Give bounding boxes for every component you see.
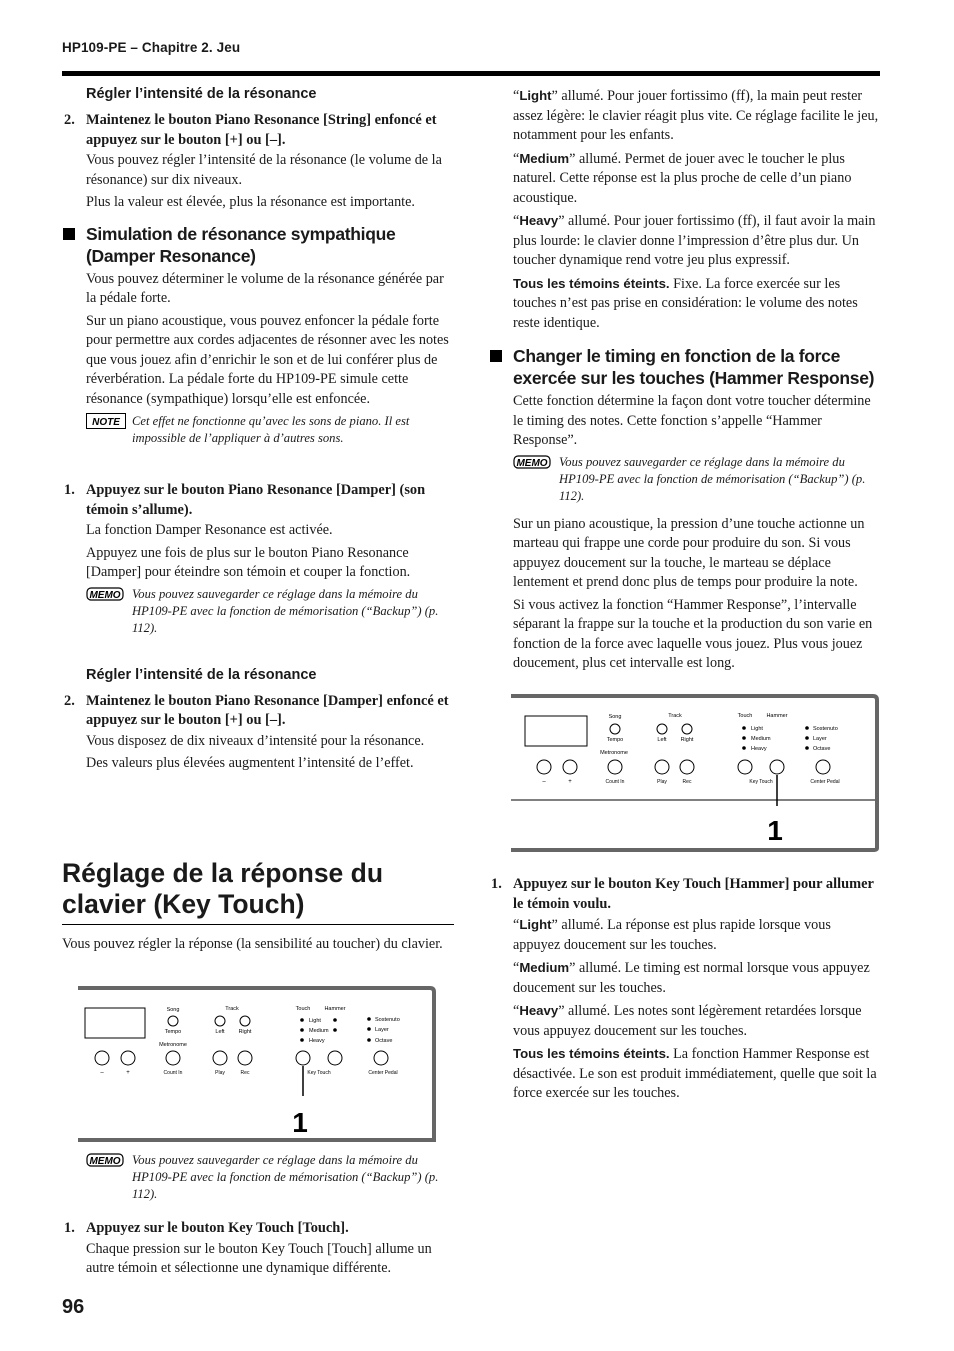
svg-text:Tempo: Tempo xyxy=(164,1029,182,1035)
svg-text:Rec: Rec xyxy=(682,779,692,785)
memo-box xyxy=(62,1152,454,1203)
paragraph: Cette fonction détermine la façon dont votre toucher détermine le timing des notes. Cette fonction s’appelle “Hammer Response”. xyxy=(513,393,871,448)
step-number: 1. xyxy=(64,1220,75,1236)
step-text: Appuyez sur le bouton Piano Resonance [Damper] (son témoin s’allume). xyxy=(86,482,426,518)
svg-text:Medium: Medium xyxy=(751,736,771,742)
step-2-damper xyxy=(62,692,454,731)
paragraph: Chaque pression sur le bouton Key Touch [Touch] allume un autre témoin et sélectionne une dynamique différente. xyxy=(86,1240,432,1276)
svg-text:Touch: Touch xyxy=(295,1006,311,1012)
step-number: 2. xyxy=(64,112,75,128)
svg-text:MEMO: MEMO xyxy=(89,1156,121,1167)
memo-text: Vous pouvez sauvegarder ce réglage dans la mémoire du HP109-PE avec la fonction de mémorisation (“Backup”) (p. 112). xyxy=(132,1153,439,1201)
square-bullet-icon xyxy=(490,350,502,362)
svg-text:Heavy: Heavy xyxy=(751,746,767,752)
step-text: Maintenez le bouton Piano Resonance [String] enfoncé et appuyez sur le bouton [+] ou [–]. xyxy=(86,112,437,148)
heading-damper-resonance: Simulation de résonance sympathique (Damper Resonance) xyxy=(62,223,454,267)
svg-text:MEMO: MEMO xyxy=(516,457,548,469)
memo-text: Vous pouvez sauvegarder ce réglage dans la mémoire du HP109-PE avec la fonction de mémorisation (“Backup”) (p. 112). xyxy=(132,586,439,635)
paragraph: Sur un piano acoustique, la pression d’une touche actionne un marteau qui frappe une corde pour produire du son. Si vous appuyez doucement sur la touche, le marteau se déplace lentement et prend donc plus de temps pour produire la note. xyxy=(513,515,865,590)
heading-hammer-response: Changer le timing en fonction de la force exercée sur les touches (Hammer Response) xyxy=(489,345,881,389)
svg-text:Key Touch: Key Touch xyxy=(749,779,773,785)
svg-text:Left: Left xyxy=(657,737,667,743)
svg-text:Track: Track xyxy=(668,713,682,719)
step-1-damper xyxy=(62,481,454,520)
page-number: 96 xyxy=(62,1296,85,1318)
svg-text:Layer: Layer xyxy=(375,1027,389,1033)
memo-text: Vous pouvez sauvegarder ce réglage dans la mémoire du HP109-PE avec la fonction de mémorisation (“Backup”) (p. 112). xyxy=(559,454,866,503)
right-column xyxy=(489,86,881,677)
control-panel-diagram xyxy=(76,986,438,1149)
svg-text:Metronome: Metronome xyxy=(600,750,628,756)
svg-text:Play: Play xyxy=(657,779,667,785)
running-header: HP109-PE – Chapitre 2. Jeu xyxy=(62,40,241,55)
square-bullet-icon xyxy=(63,228,75,240)
svg-text:–: – xyxy=(100,1070,104,1076)
svg-text:Right: Right xyxy=(680,737,694,743)
paragraph: Vous pouvez régler la réponse (la sensibilité au toucher) du clavier. xyxy=(62,936,443,952)
paragraph-light: “Light” allumé. La réponse est plus rapide lorsque vous appuyez doucement sur les touches. xyxy=(513,917,831,953)
svg-text:+: + xyxy=(126,1070,130,1076)
left-column xyxy=(62,86,454,777)
svg-text:Octave: Octave xyxy=(813,746,831,752)
subheading-resonance-level: Régler l’intensité de la résonance xyxy=(86,86,317,102)
svg-text:Layer: Layer xyxy=(813,736,827,742)
svg-text:Center Pedal: Center Pedal xyxy=(810,779,840,785)
svg-text:MEMO: MEMO xyxy=(89,589,121,601)
paragraph-medium: “Medium” allumé. Le timing est normal lorsque vous appuyez doucement sur les touches. xyxy=(513,960,870,996)
svg-text:Count In: Count In xyxy=(163,1070,183,1076)
step-number: 1. xyxy=(491,876,502,892)
memo-icon xyxy=(513,454,551,475)
svg-text:Track: Track xyxy=(225,1006,239,1012)
paragraph-light: “Light” allumé. Pour jouer fortissimo (ff), la main peut rester assez légère: le clavier réagit plus vite. Ce réglage facilite le jeu, notamment pour les enfants. xyxy=(513,88,879,143)
svg-text:Left: Left xyxy=(215,1029,225,1035)
paragraph-heavy: “Heavy” allumé. Les notes sont légèrement retardées lorsque vous appuyez doucement sur les touches. xyxy=(513,1003,862,1039)
svg-text:Metronome: Metronome xyxy=(159,1042,187,1048)
svg-text:Center Pedal: Center Pedal xyxy=(368,1070,398,1076)
paragraph: Des valeurs plus élevées augmentent l’intensité de l’effet. xyxy=(86,755,414,771)
paragraph-medium: “Medium” allumé. Permet de jouer avec le toucher le plus naturel. Cette réponse est la plus proche de celle d’un piano acoustique. xyxy=(513,150,852,206)
memo-icon xyxy=(86,586,124,607)
memo-box xyxy=(62,586,454,637)
svg-text:Count In: Count In xyxy=(605,779,625,785)
svg-text:Play: Play xyxy=(215,1070,225,1076)
subheading-resonance-level-2: Régler l’intensité de la résonance xyxy=(86,666,317,683)
svg-text:Octave: Octave xyxy=(375,1038,393,1044)
svg-text:1: 1 xyxy=(292,1107,308,1138)
step-number: 2. xyxy=(64,692,75,709)
left-column-bottom xyxy=(62,1152,454,1282)
svg-text:–: – xyxy=(542,779,546,785)
step-1-touch xyxy=(62,1219,454,1239)
paragraph: Si vous activez la fonction “Hammer Response”, l’intervalle séparant la frappe sur la touche et la production du son varie en fonction de la force avec laquelle vous jouez. Plus vous jouez doucement, plus cet intervalle est long. xyxy=(513,596,873,671)
svg-text:Medium: Medium xyxy=(309,1028,329,1034)
step-text: Appuyez sur le bouton Key Touch [Touch]. xyxy=(86,1220,349,1236)
svg-text:Song: Song xyxy=(166,1007,180,1013)
step-1-hammer xyxy=(489,875,881,914)
paragraph-off: Tous les témoins éteints. Fixe. La force exercée sur les touches n’est pas prise en considération: le volume des notes reste identique. xyxy=(513,275,858,331)
step-2-string xyxy=(62,111,454,150)
svg-text:Right: Right xyxy=(238,1029,252,1035)
note-text: Cet effet ne fonctionne qu’avec les sons de piano. Il est impossible de l’appliquer à d’autres sons. xyxy=(132,414,410,445)
paragraph: La fonction Damper Resonance est activée. xyxy=(86,522,333,538)
paragraph: Vous pouvez régler l’intensité de la résonance (le volume de la résonance) sur dix niveaux. xyxy=(86,152,442,188)
svg-text:Heavy: Heavy xyxy=(309,1038,325,1044)
paragraph: Vous pouvez déterminer le volume de la résonance générée par la pédale forte. xyxy=(86,270,444,306)
paragraph: Plus la valeur est élevée, plus la résonance est importante. xyxy=(86,194,415,210)
svg-text:Hammer: Hammer xyxy=(766,713,788,719)
svg-text:NOTE: NOTE xyxy=(92,417,120,428)
svg-text:Hammer: Hammer xyxy=(324,1006,346,1012)
right-column-bottom xyxy=(489,875,881,1107)
paragraph: Appuyez une fois de plus sur le bouton Piano Resonance [Damper] pour éteindre son témoin et couper la fonction. xyxy=(86,544,411,580)
svg-text:Touch: Touch xyxy=(737,713,753,719)
memo-icon xyxy=(86,1152,124,1173)
step-text: Appuyez sur le bouton Key Touch [Hammer] pour allumer le témoin voulu. xyxy=(513,876,874,912)
svg-text:1: 1 xyxy=(767,815,783,846)
svg-text:Sostenuto: Sostenuto xyxy=(813,726,838,732)
svg-text:Tempo: Tempo xyxy=(606,737,624,743)
svg-text:Key Touch: Key Touch xyxy=(307,1070,331,1076)
memo-box xyxy=(489,454,881,505)
paragraph: Sur un piano acoustique, vous pouvez enfoncer la pédale forte pour permettre aux cordes adjacentes de résonner avec les notes que vous jouez afin d’enrichir le son et de lui conférer plus de réverbération. La pédale forte du HP109-PE simule cette résonance (sympathique) lorsqu’elle est enfoncée. xyxy=(86,312,449,407)
note-box xyxy=(62,413,454,447)
section-keytouch xyxy=(62,858,454,958)
paragraph: Vous disposez de dix niveaux d’intensité pour la résonance. xyxy=(86,732,425,749)
svg-text:Song: Song xyxy=(608,714,622,720)
control-panel-diagram-2 xyxy=(509,694,881,859)
header-rule xyxy=(62,71,880,76)
svg-text:Sostenuto: Sostenuto xyxy=(375,1017,400,1023)
svg-text:Light: Light xyxy=(309,1018,321,1024)
step-text: Maintenez le bouton Piano Resonance [Damper] enfoncé et appuyez sur le bouton [+] ou [–]. xyxy=(86,692,449,728)
svg-text:+: + xyxy=(568,779,572,785)
svg-text:Rec: Rec xyxy=(240,1070,250,1076)
svg-text:Light: Light xyxy=(751,726,763,732)
paragraph-off: Tous les témoins éteints. La fonction Hammer Response est désactivée. Le son est produit immédiatement, quelle que soit la force exercée sur les touches. xyxy=(513,1046,877,1101)
step-number: 1. xyxy=(64,482,75,498)
note-icon xyxy=(86,413,126,434)
section-title: Réglage de la réponse du clavier (Key Touch) xyxy=(62,858,454,925)
paragraph-heavy: “Heavy” allumé. Pour jouer fortissimo (ff), il faut avoir la main plus lourde: le clavier donne l’impression d’être plus dur. Un toucher dynamique rend votre jeu plus expressif. xyxy=(513,213,876,268)
